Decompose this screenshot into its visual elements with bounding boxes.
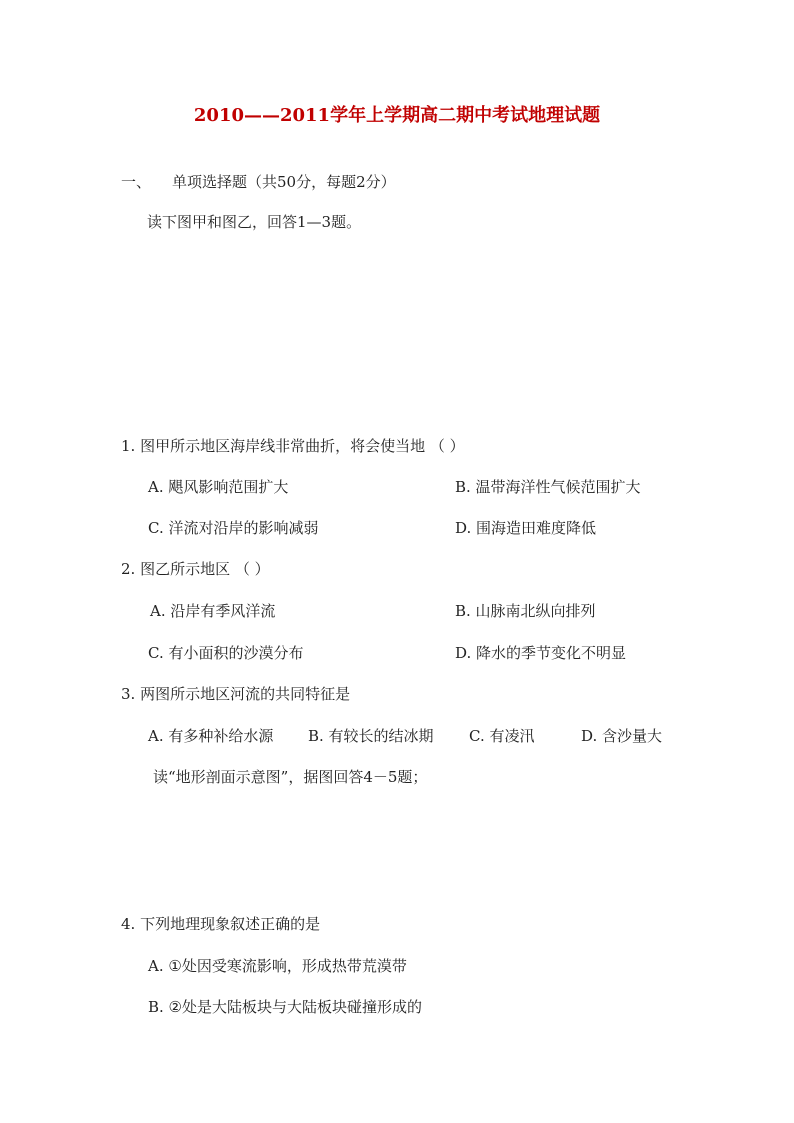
question-4-stem: 4. 下列地理现象叙述正确的是	[121, 915, 321, 933]
question-4-option-a: A. ①处因受寒流影响，形成热带荒漠带	[148, 957, 407, 975]
figure-area-blank-2	[120, 795, 680, 905]
question-1-stem: 1. 图甲所示地区海岸线非常曲折，将会使当地 （ ）	[121, 437, 465, 455]
question-1-option-c: C. 洋流对沿岸的影响减弱	[148, 519, 319, 537]
question-2-option-d: D. 降水的季节变化不明显	[455, 644, 627, 662]
section-number: 一、	[121, 173, 152, 191]
document-title: 2010——2011学年上学期高二期中考试地理试题	[193, 105, 601, 126]
question-2-option-c: C. 有小面积的沙漠分布	[148, 644, 304, 662]
figure-area-blank	[120, 240, 680, 420]
question-1-option-a: A. 飓风影响范围扩大	[148, 478, 289, 496]
question-3-option-c: C. 有凌汛	[469, 727, 535, 745]
question-1-option-b: B. 温带海洋性气候范围扩大	[455, 478, 641, 496]
question-3-option-d: D. 含沙量大	[581, 727, 663, 745]
intro-question-4-5: 读“地形剖面示意图”，据图回答4－5题；	[153, 768, 428, 786]
question-3-option-a: A. 有多种补给水源	[148, 727, 274, 745]
question-2-option-a: A. 沿岸有季风洋流	[150, 602, 276, 620]
question-1-option-d: D. 围海造田难度降低	[455, 519, 597, 537]
question-4-option-b: B. ②处是大陆板块与大陆板块碰撞形成的	[148, 998, 423, 1016]
question-3-stem: 3. 两图所示地区河流的共同特征是	[121, 685, 351, 703]
question-2-option-b: B. 山脉南北纵向排列	[455, 602, 596, 620]
question-3-option-b: B. 有较长的结冰期	[308, 727, 434, 745]
question-2-stem: 2. 图乙所示地区 （ ）	[121, 560, 270, 578]
intro-question-1-3: 读下图甲和图乙，回答1—3题。	[147, 213, 362, 231]
section-heading: 单项选择题（共50分，每题2分）	[172, 173, 396, 191]
